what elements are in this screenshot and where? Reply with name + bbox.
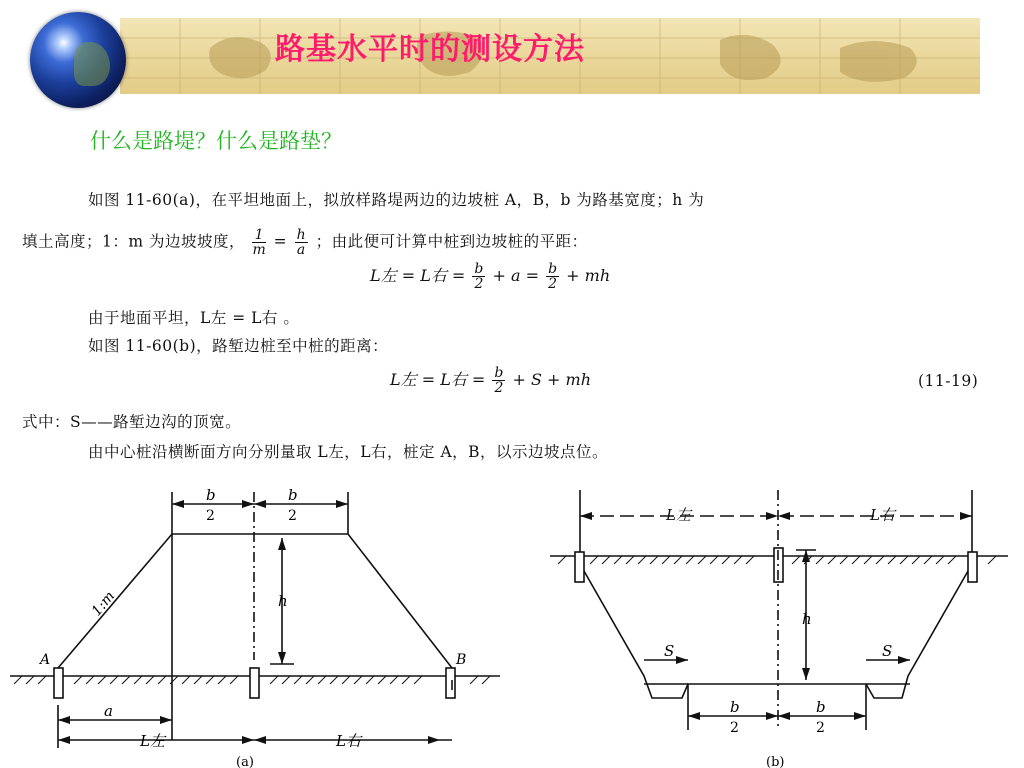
fig-b-L-left-label: L左 xyxy=(666,506,691,524)
embankment-diagram xyxy=(0,480,510,768)
page-title: 路基水平时的测设方法 xyxy=(275,32,585,67)
fig-a-b-denominator-left: 2 xyxy=(206,508,215,524)
para-line-1: 如图 11-60(a)，在平坦地面上，拟放样路堤两边的边坡桩 A，B，b 为路基宽度；h 为 xyxy=(88,191,705,209)
fig-b-caption: (b) xyxy=(766,755,785,768)
title-banner xyxy=(120,18,980,94)
fig-a-b-denominator-right: 2 xyxy=(288,508,297,524)
para-line-2 xyxy=(22,228,588,257)
fig-b-b-denominator-right: 2 xyxy=(816,720,825,736)
fig-a-L-left-label: L左 xyxy=(140,732,165,750)
fig-b-b-numerator-left: b xyxy=(730,698,740,716)
fig-a-A-label: A xyxy=(40,652,51,668)
fig-b-b-denominator-left: 2 xyxy=(730,720,739,736)
stake-out-line: 由中心桩沿横断面方向分别量取 L左，L右，桩定 A，B，以示边坡点位。 xyxy=(88,443,609,461)
fig-a-L-right-label: L右 xyxy=(336,732,361,750)
fig-b-S-right-label: S xyxy=(882,642,893,660)
cutting-diagram xyxy=(540,480,1020,768)
fig-a-a-label: a xyxy=(104,702,113,720)
fig-b-b-numerator-right: b xyxy=(816,698,826,716)
fig-b-S-left-label: S xyxy=(664,642,675,660)
equation-number: (11-19) xyxy=(918,372,979,390)
para-line-2-text-b: ；由此便可计算中桩到边坡桩的平距： xyxy=(315,232,588,251)
fig-b-h-label: h xyxy=(802,610,812,628)
cut-distance-line: 如图 11-60(b)，路堑边桩至中桩的距离： xyxy=(88,337,389,355)
fig-a-B-label: B xyxy=(456,652,467,668)
globe-logo xyxy=(30,12,126,108)
fig-a-slope-label: 1:m xyxy=(88,588,119,620)
fig-a-b-numerator-right: b xyxy=(288,486,298,504)
section-question: 什么是路堤？什么是路垫？ xyxy=(90,129,342,153)
s-definition-line: 式中：S——路堑边沟的顶宽。 xyxy=(22,413,242,431)
equation-cutting: L左 = L右 = $\frac{b}{2}$ + S + mh xyxy=(390,365,591,396)
fraction-h-over-a: $\frac{h}{a}$ xyxy=(296,227,307,258)
fig-a-caption: (a) xyxy=(236,755,254,768)
flat-ground-line: 由于地面平坦，L左 = L右 。 xyxy=(88,309,300,327)
fig-b-L-right-label: L右 xyxy=(870,506,895,524)
para-line-2-text-a: 填土高度；1：m 为边坡坡度， xyxy=(22,232,245,251)
eq1-fraction-2: $\frac{b}{2}$ xyxy=(548,261,558,292)
eq2-fraction: $\frac{b}{2}$ xyxy=(494,365,504,396)
equation-embankment: L左 = L右 = $\frac{b}{2}$ + a = $\frac{b}{2}$ + mh xyxy=(370,261,611,292)
fig-a-b-numerator-left: b xyxy=(206,486,216,504)
equals-sign: = xyxy=(273,232,288,251)
fig-a-h-label: h xyxy=(278,592,288,610)
fraction-1-over-m: $\frac{1}{m}$ xyxy=(252,227,267,258)
eq1-fraction-1: $\frac{b}{2}$ xyxy=(474,261,484,292)
